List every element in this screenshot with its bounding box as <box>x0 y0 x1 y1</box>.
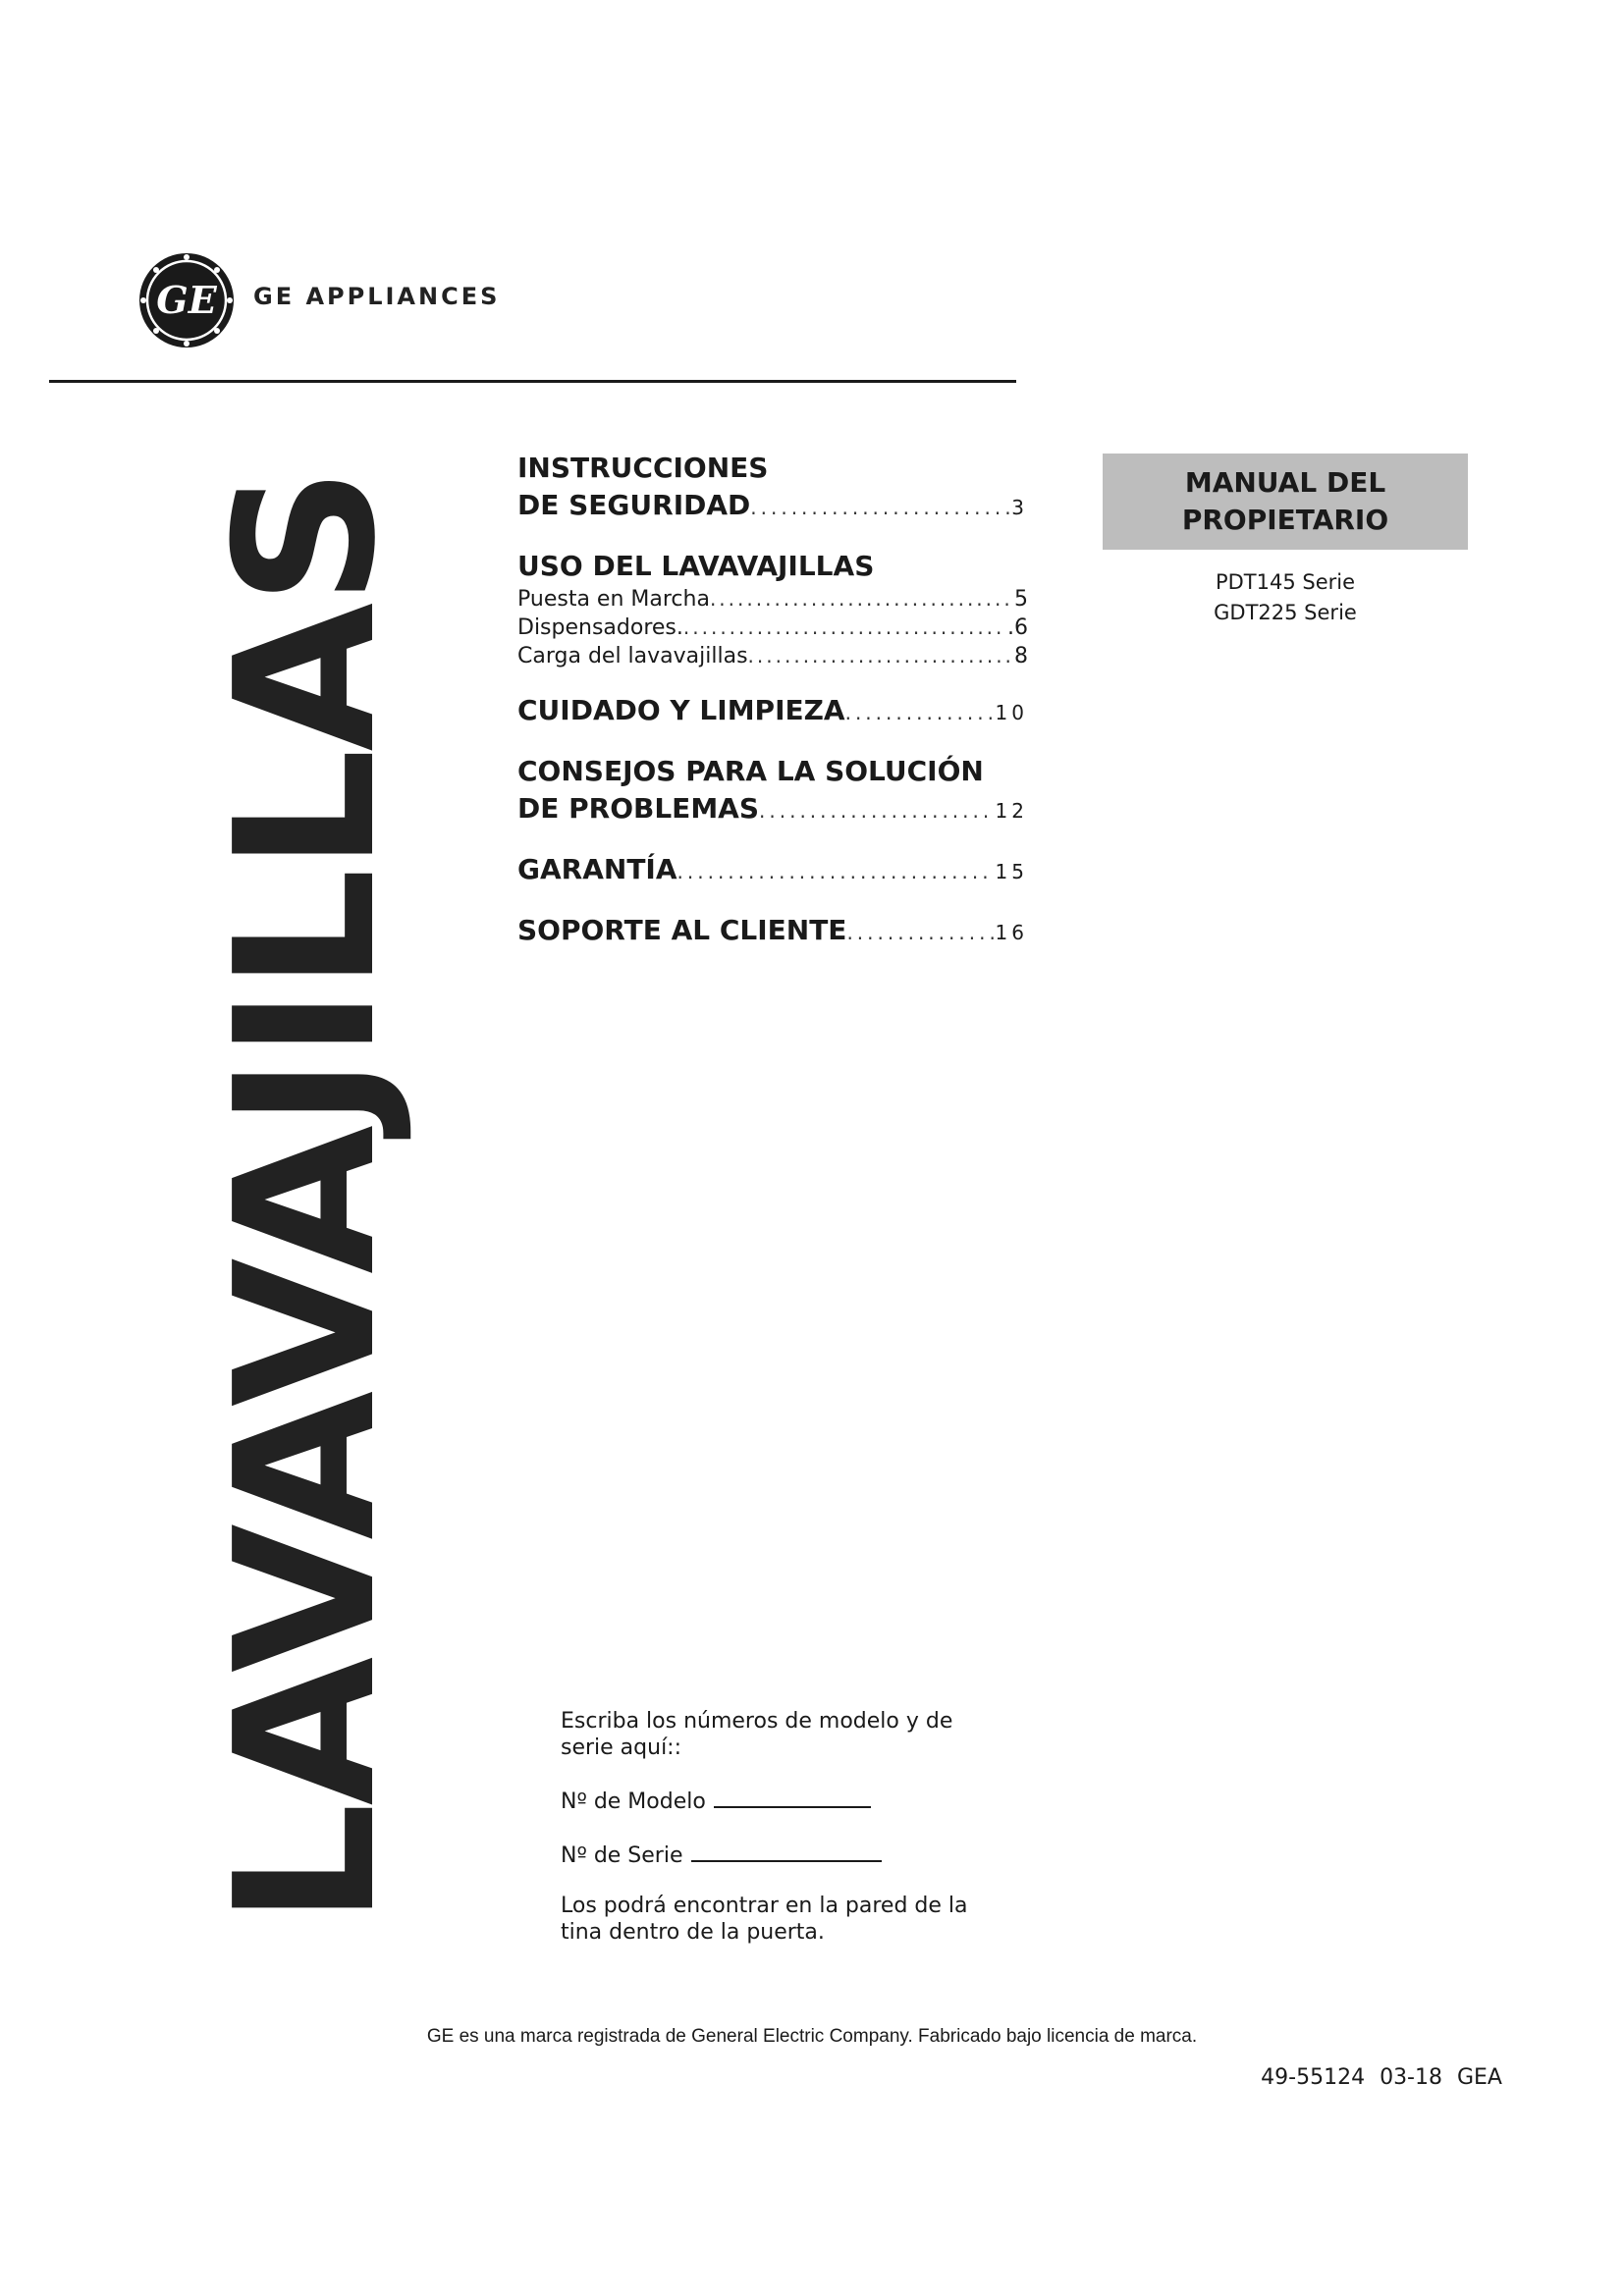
manual-badge-line: MANUAL DEL <box>1184 466 1386 499</box>
toc-section-troubleshooting[interactable] <box>517 753 1028 829</box>
ge-logo-icon <box>137 251 236 349</box>
serial-number-blank[interactable] <box>691 1839 882 1862</box>
model-serial-record <box>561 1708 993 1946</box>
toc-item-label: Carga del lavavajillas <box>517 644 748 668</box>
vertical-title-container <box>194 447 418 1949</box>
toc-leader <box>845 694 994 731</box>
toc-heading: DE SEGURIDAD <box>517 489 751 521</box>
toc-leader <box>710 585 1012 614</box>
toc-page-number: 10 <box>995 701 1028 724</box>
toc-page-number: 12 <box>995 799 1028 823</box>
serial-number-label: Nº de Serie <box>561 1843 683 1868</box>
toc-heading: CUIDADO Y LIMPIEZA <box>517 694 845 726</box>
trademark-notice: GE es una marca registrada de General Electric Company. Fabricado bajo licencia de marca. <box>426 2026 1198 2047</box>
toc-heading: DE PROBLEMAS <box>517 792 760 825</box>
toc-section-safety[interactable] <box>517 450 1028 526</box>
toc-leader <box>683 614 1005 642</box>
header-rule <box>49 380 1016 383</box>
toc-page-number: 15 <box>995 860 1028 883</box>
toc-item[interactable] <box>517 614 1028 642</box>
model-series: GDT225 Serie <box>1214 601 1357 624</box>
toc-heading: GARANTÍA <box>517 853 677 885</box>
toc-item[interactable] <box>517 585 1028 614</box>
toc-item-label: Puesta en Marcha <box>517 587 710 612</box>
owners-manual-badge <box>1103 454 1468 550</box>
toc-page-number: .6 <box>1007 615 1028 640</box>
model-series-list <box>1103 567 1468 628</box>
record-intro: Escriba los números de modelo y de serie aquí:: <box>561 1709 953 1760</box>
model-number-blank[interactable] <box>714 1785 871 1808</box>
toc-section-support[interactable] <box>517 912 1028 951</box>
document-number: 49-55124 03-18 GEA <box>1261 2065 1502 2090</box>
toc-leader <box>677 853 994 890</box>
model-number-field[interactable] <box>561 1785 993 1815</box>
toc-leader <box>759 792 994 829</box>
toc-item[interactable] <box>517 642 1028 670</box>
toc-page-number: 8 <box>1014 644 1028 668</box>
serial-number-field[interactable] <box>561 1839 993 1869</box>
manual-badge-line: PROPIETARIO <box>1181 504 1389 536</box>
toc-leader <box>750 489 1009 526</box>
toc-heading: INSTRUCCIONES <box>517 452 769 484</box>
toc-item-label: Dispensadores. <box>517 615 683 640</box>
logo-monogram: GE <box>156 278 217 322</box>
record-note: Los podrá encontrar en la pared de la tina dentro de la puerta. <box>561 1894 968 1945</box>
toc-page-number: 3 <box>1011 496 1028 519</box>
toc-section-warranty[interactable] <box>517 851 1028 890</box>
toc-leader <box>846 914 993 951</box>
toc-section-use[interactable] <box>517 548 1028 670</box>
toc-heading: CONSEJOS PARA LA SOLUCIÓN <box>517 755 984 787</box>
model-series: PDT145 Serie <box>1215 570 1356 594</box>
toc-section-care[interactable] <box>517 692 1028 731</box>
table-of-contents <box>517 450 1028 973</box>
toc-page-number: 16 <box>995 921 1028 944</box>
brand-name: GE APPLIANCES <box>253 283 501 310</box>
model-number-label: Nº de Modelo <box>561 1789 706 1814</box>
toc-heading: USO DEL LAVAVAJILLAS <box>517 550 875 582</box>
toc-page-number: 5 <box>1014 587 1028 612</box>
toc-heading: SOPORTE AL CLIENTE <box>517 914 847 946</box>
toc-leader <box>748 642 1012 670</box>
vertical-title: LAVAVAJILLAS <box>194 469 418 1926</box>
